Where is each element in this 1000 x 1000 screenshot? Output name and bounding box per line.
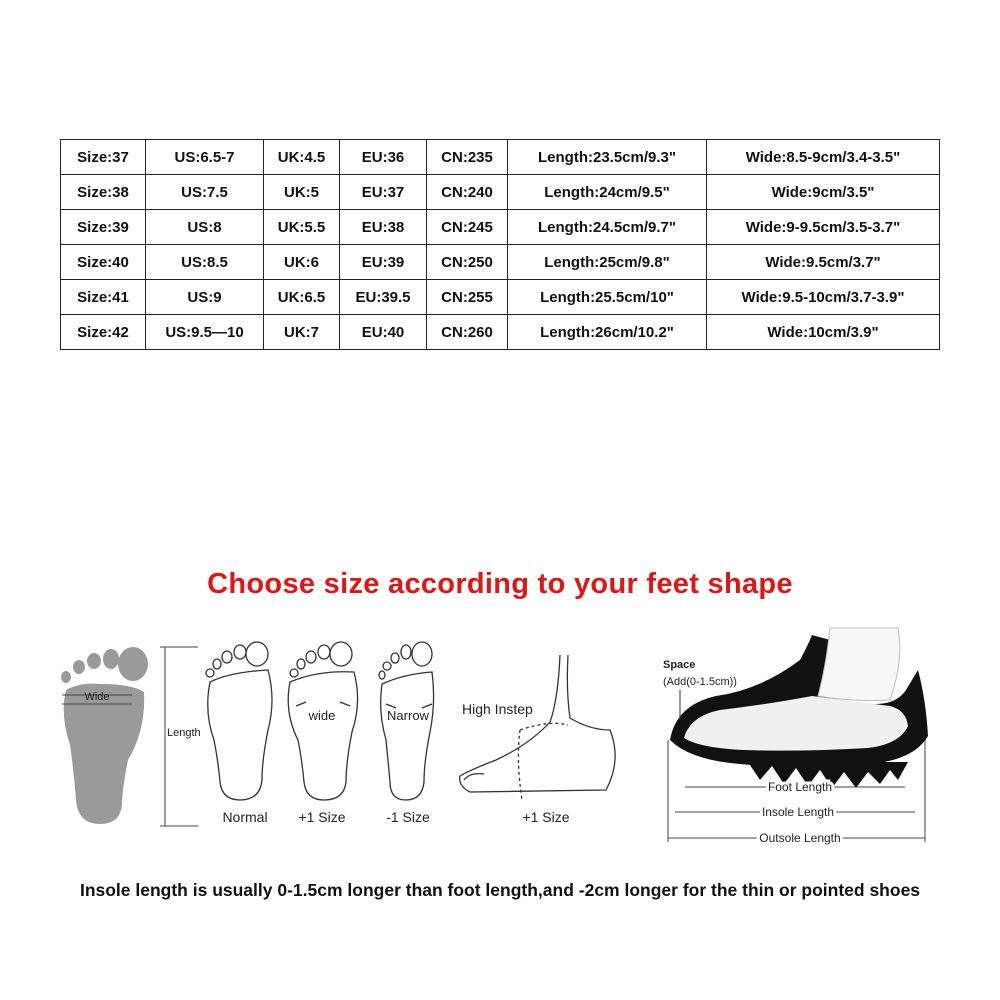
wide-annotation: wide [308, 708, 336, 723]
size-cell: EU:36 [340, 140, 427, 175]
normal-foot-outline [206, 642, 272, 800]
size-cell: Wide:9.5cm/3.7" [707, 245, 940, 280]
space-label: Space [663, 659, 696, 671]
size-cell: EU:39 [340, 245, 427, 280]
size-chart-body [61, 140, 940, 350]
high-instep-foot [460, 655, 615, 800]
size-row [61, 140, 940, 175]
size-cell: UK:6.5 [264, 280, 340, 315]
measured-foot-diagram [61, 647, 201, 826]
foot-length-label: Foot Length [767, 780, 833, 794]
normal-caption: Normal [222, 809, 268, 825]
size-row [61, 245, 940, 280]
size-cell: UK:7 [264, 315, 340, 350]
foot-in-shoe [818, 628, 900, 701]
size-cell: Size:39 [61, 210, 146, 245]
size-cell: Length:24cm/9.5" [508, 175, 707, 210]
size-cell: CN:245 [427, 210, 508, 245]
size-cell: US:6.5-7 [146, 140, 264, 175]
size-cell: US:8.5 [146, 245, 264, 280]
size-cell: CN:260 [427, 315, 508, 350]
size-row [61, 210, 940, 245]
size-cell: Wide:8.5-9cm/3.4-3.5" [707, 140, 940, 175]
size-cell: CN:240 [427, 175, 508, 210]
high-instep-caption: +1 Size [522, 809, 570, 825]
size-cell: Size:40 [61, 245, 146, 280]
minus-one-size-caption: -1 Size [386, 809, 430, 825]
length-label: Length [167, 727, 201, 739]
narrow-annotation: Narrow [387, 708, 429, 723]
size-row [61, 315, 940, 350]
size-cell: EU:40 [340, 315, 427, 350]
size-cell: Length:24.5cm/9.7" [508, 210, 707, 245]
size-cell: Length:26cm/10.2" [508, 315, 707, 350]
plus-one-size-caption: +1 Size [298, 809, 346, 825]
size-cell: Size:42 [61, 315, 146, 350]
size-guide-illustrations [0, 620, 1000, 850]
size-cell: EU:38 [340, 210, 427, 245]
size-cell: Wide:9.5-10cm/3.7-3.9" [707, 280, 940, 315]
size-chart-table [60, 139, 940, 350]
size-cell: Wide:9cm/3.5" [707, 175, 940, 210]
size-cell: Wide:9-9.5cm/3.5-3.7" [707, 210, 940, 245]
size-cell: Length:23.5cm/9.3" [508, 140, 707, 175]
size-cell: CN:250 [427, 245, 508, 280]
outsole-length-label: Outsole Length [759, 831, 841, 845]
insole-length-label: Insole Length [761, 805, 835, 819]
size-cell: UK:4.5 [264, 140, 340, 175]
size-cell: Length:25.5cm/10" [508, 280, 707, 315]
wide-label: Wide [84, 691, 110, 703]
size-cell: Size:41 [61, 280, 146, 315]
size-cell: UK:6 [264, 245, 340, 280]
foot-silhouette [61, 647, 148, 824]
size-cell: US:7.5 [146, 175, 264, 210]
size-cell: Length:25cm/9.8" [508, 245, 707, 280]
size-cell: Size:37 [61, 140, 146, 175]
size-row [61, 280, 940, 315]
insole-footnote: Insole length is usually 0-1.5cm longer than foot length,and -2cm longer for the thin or pointed shoes [79, 880, 921, 900]
size-row [61, 175, 940, 210]
size-cell: US:8 [146, 210, 264, 245]
size-cell: US:9.5—10 [146, 315, 264, 350]
space-sub-label: (Add(0-1.5cm)) [663, 676, 737, 688]
size-cell: CN:235 [427, 140, 508, 175]
size-cell: EU:37 [340, 175, 427, 210]
size-cell: CN:255 [427, 280, 508, 315]
size-cell: US:9 [146, 280, 264, 315]
size-guide-headline: Choose size according to your feet shape [207, 568, 793, 600]
size-cell: UK:5.5 [264, 210, 340, 245]
size-cell: Size:38 [61, 175, 146, 210]
size-cell: UK:5 [264, 175, 340, 210]
size-cell: Wide:10cm/3.9" [707, 315, 940, 350]
shoe-cross-section [663, 628, 928, 845]
high-instep-title: High Instep [462, 701, 533, 717]
size-cell: EU:39.5 [340, 280, 427, 315]
